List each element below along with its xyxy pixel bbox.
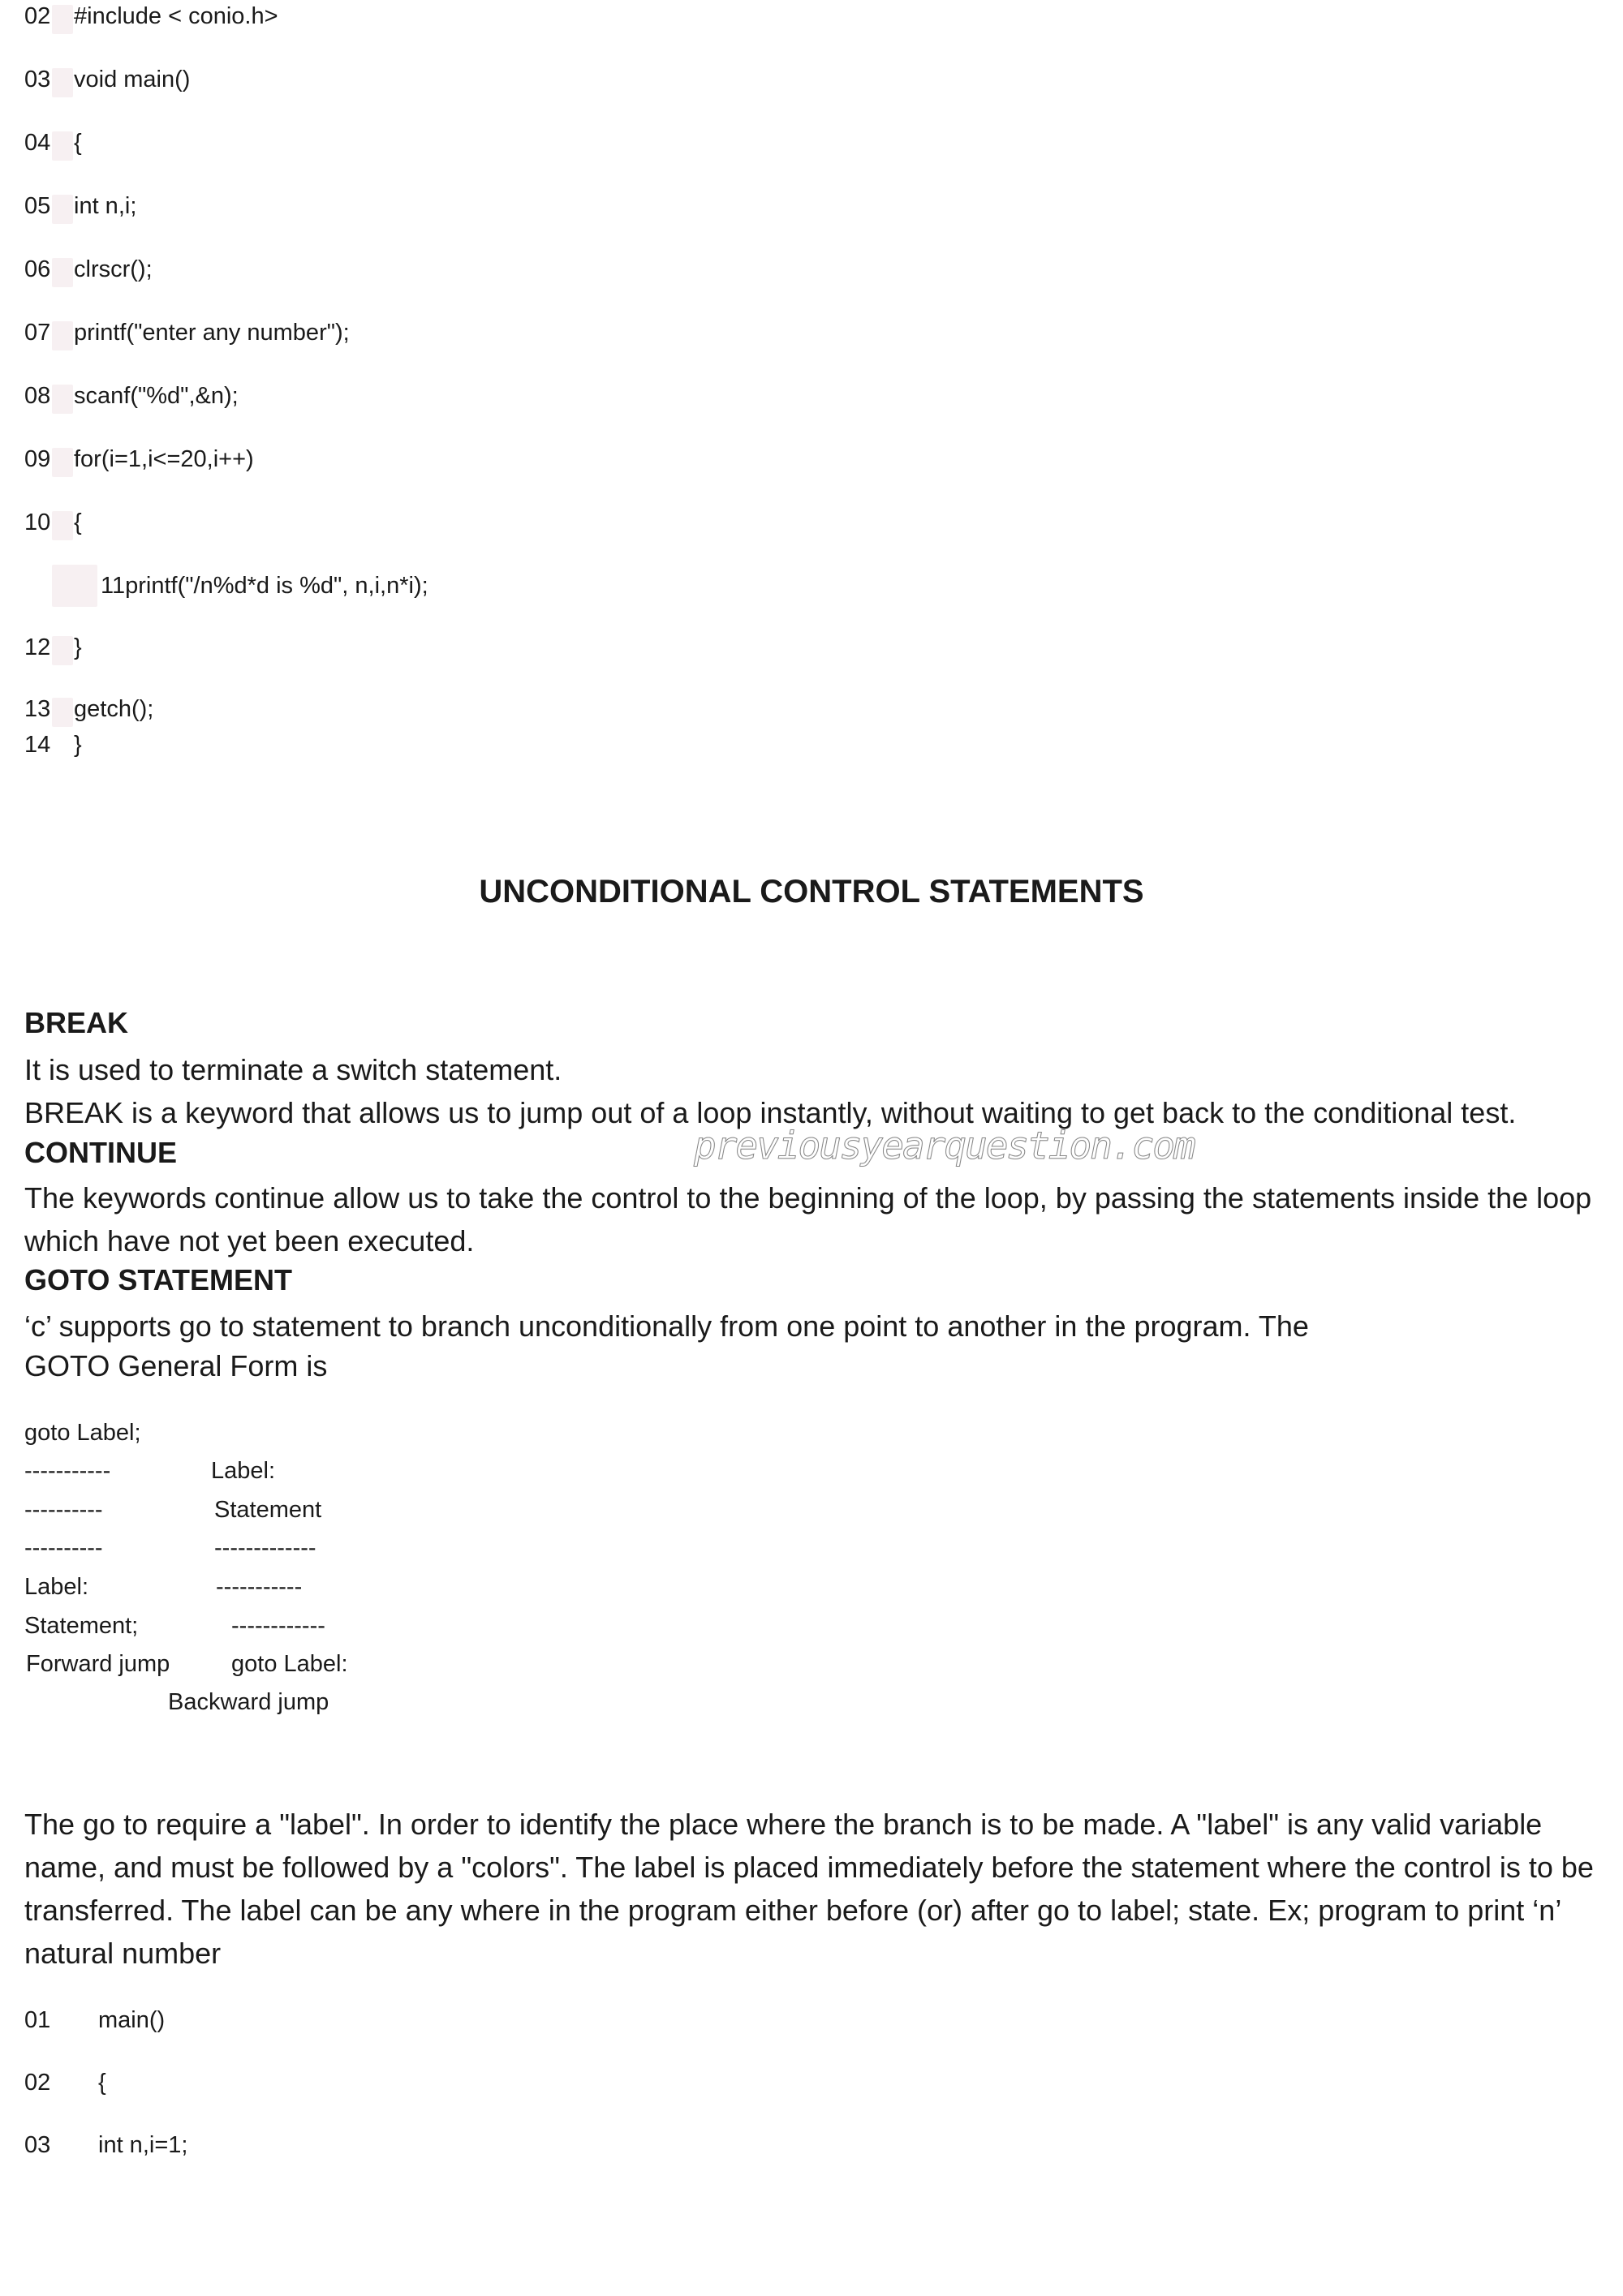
line-number: 13 bbox=[24, 696, 51, 722]
line-number: 08 bbox=[24, 383, 51, 409]
goto-form-left-line: ----------- bbox=[24, 1458, 111, 1484]
line-number: 09 bbox=[24, 446, 51, 472]
code-line: for(i=1,i<=20,i++) bbox=[74, 446, 254, 472]
goto-heading: GOTO STATEMENT bbox=[24, 1263, 292, 1296]
section-title: UNCONDITIONAL CONTROL STATEMENTS bbox=[479, 874, 1144, 909]
goto-line-1: ‘c’ supports go to statement to branch unconditionally from one point to another in the program. The bbox=[24, 1309, 1309, 1343]
code-line: void main() bbox=[74, 67, 191, 92]
goto-form-right-line: Statement bbox=[214, 1497, 322, 1523]
line-number-bg bbox=[52, 448, 73, 477]
goto-form-left-line: Statement; bbox=[24, 1613, 139, 1639]
line-number-bg bbox=[52, 321, 73, 350]
break-heading: BREAK bbox=[24, 1006, 129, 1039]
code-line: main() bbox=[98, 2007, 166, 2033]
code-line: printf("enter any number"); bbox=[74, 320, 350, 346]
label-paragraph: The go to require a "label". In order to identify the place where the branch is to be made. A "label" is any valid variable name, and must be followed by a "colors". The label is placed immediately before the statement where the control is to be transferred. The label can be any where in the program either before (or) after go to label; state. Ex; program to print ‘n’ natural number bbox=[24, 1808, 1594, 1970]
code-line: int n,i=1; bbox=[98, 2132, 188, 2158]
code-line: } bbox=[74, 732, 82, 758]
goto-form-left-line: Forward jump bbox=[26, 1651, 170, 1677]
line-number: 10 bbox=[24, 510, 51, 535]
code-line: getch(); bbox=[74, 696, 154, 722]
line-number: 12 bbox=[24, 634, 51, 660]
continue-text: The keywords continue allow us to take the control to the beginning of the loop, by passing the statements inside the loop which have not yet been executed. bbox=[24, 1181, 1592, 1258]
code-line: 11printf("/n%d*d is %d", n,i,n*i); bbox=[101, 573, 428, 599]
line-number-bg bbox=[52, 258, 73, 287]
goto-form-right-line: Backward jump bbox=[168, 1689, 329, 1715]
line-number-bg bbox=[52, 68, 73, 97]
code-line: { bbox=[74, 510, 82, 535]
continue-heading: CONTINUE bbox=[24, 1136, 177, 1169]
goto-form-left-line: Label: bbox=[24, 1574, 89, 1600]
break-line-2: BREAK is a keyword that allows us to jump out of a loop instantly, without waiting to get back to the conditional test. bbox=[24, 1096, 1517, 1129]
line-number: 06 bbox=[24, 256, 51, 282]
line-number-bg bbox=[52, 511, 73, 540]
watermark: previousyearquestion.com bbox=[694, 1124, 1195, 1167]
break-line-1: It is used to terminate a switch statement. bbox=[24, 1053, 562, 1086]
line-number: 14 bbox=[24, 732, 51, 758]
code-line: int n,i; bbox=[74, 193, 137, 219]
code-line: #include < conio.h> bbox=[74, 3, 278, 29]
line-number-bg bbox=[52, 5, 73, 34]
line-number: 02 bbox=[24, 2070, 51, 2096]
line-number-bg bbox=[52, 698, 73, 727]
code-line: scanf("%d",&n); bbox=[74, 383, 239, 409]
line-number: 01 bbox=[24, 2007, 51, 2033]
goto-form-left-line: ---------- bbox=[24, 1535, 103, 1561]
goto-form-left-line: ---------- bbox=[24, 1497, 103, 1523]
goto-form-right-line: goto Label: bbox=[231, 1651, 348, 1677]
line-number: 05 bbox=[24, 193, 51, 219]
goto-form-right-line: ----------- bbox=[216, 1574, 303, 1600]
goto-form-right-line: ------------- bbox=[214, 1535, 316, 1561]
code-line: clrscr(); bbox=[74, 256, 153, 282]
goto-line-2: GOTO General Form is bbox=[24, 1349, 328, 1382]
goto-form-right-line: Label: bbox=[211, 1458, 276, 1484]
code-line: } bbox=[74, 634, 82, 660]
line-number-bg bbox=[52, 565, 97, 607]
goto-form-left-line: goto Label; bbox=[24, 1420, 141, 1446]
line-number-bg bbox=[52, 131, 73, 161]
line-number: 07 bbox=[24, 320, 51, 346]
line-number-bg bbox=[52, 195, 73, 224]
line-number-bg bbox=[52, 385, 73, 414]
line-number: 03 bbox=[24, 2132, 51, 2158]
line-number: 04 bbox=[24, 130, 51, 156]
line-number-bg bbox=[52, 636, 73, 665]
line-number: 03 bbox=[24, 67, 51, 92]
line-number: 02 bbox=[24, 3, 51, 29]
goto-form-right-line: ------------ bbox=[231, 1613, 325, 1639]
code-line: { bbox=[98, 2070, 106, 2096]
code-line: { bbox=[74, 130, 82, 156]
